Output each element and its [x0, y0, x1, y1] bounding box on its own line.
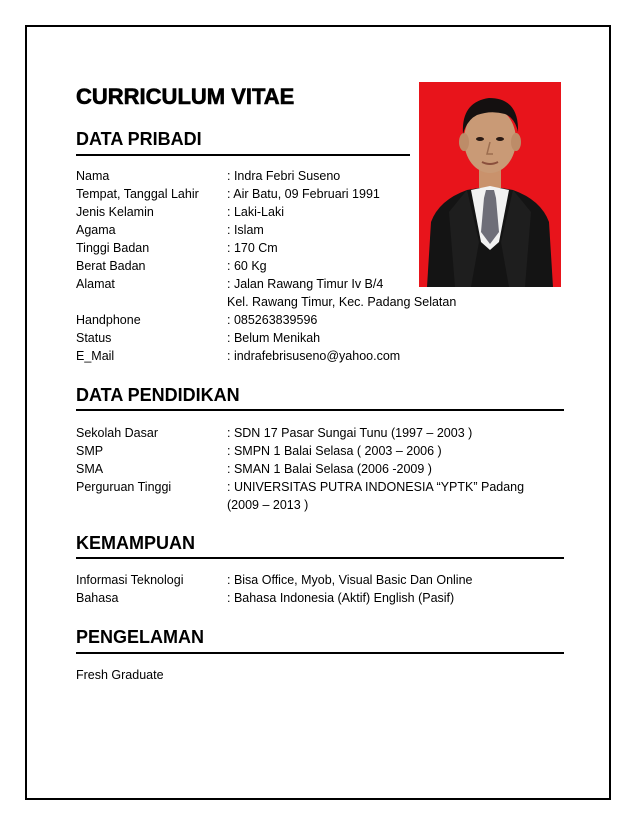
- info-label: Berat Badan: [76, 259, 146, 273]
- info-value: : 085263839596: [227, 313, 318, 327]
- education-label: Perguruan Tinggi: [76, 480, 172, 494]
- info-value: : Belum Menikah: [227, 331, 321, 345]
- info-label: Status: [76, 331, 112, 345]
- section-rule-pengelaman: [76, 652, 564, 654]
- section-heading-data-pendidikan: DATA PENDIDIKAN: [76, 385, 240, 405]
- section-heading-pengelaman: PENGELAMAN: [76, 627, 205, 647]
- info-label: E_Mail: [76, 349, 115, 363]
- info-label: Tinggi Badan: [76, 241, 150, 255]
- info-value: : Jalan Rawang Timur Iv B/4: [227, 277, 384, 291]
- education-label: SMP: [76, 444, 104, 458]
- section-rule-kemampuan: [76, 557, 564, 559]
- section-heading-data-pribadi: DATA PRIBADI: [76, 129, 202, 149]
- info-value: : Indra Febri Suseno: [227, 169, 341, 183]
- info-label: Jenis Kelamin: [76, 205, 154, 219]
- skill-label: Informasi Teknologi: [76, 573, 184, 587]
- info-label: Handphone: [76, 313, 141, 327]
- education-label: SMA: [76, 462, 104, 476]
- section-rule-data-pribadi: [76, 154, 410, 156]
- info-value: : indrafebrisuseno@yahoo.com: [227, 349, 401, 363]
- education-value: (2009 – 2013 ): [227, 498, 309, 512]
- info-value: : Air Batu, 09 Februari 1991: [227, 187, 380, 201]
- experience-text: Fresh Graduate: [76, 668, 164, 682]
- info-value: : Laki-Laki: [227, 205, 284, 219]
- education-label: Sekolah Dasar: [76, 426, 158, 440]
- skill-value: : Bisa Office, Myob, Visual Basic Dan Online: [227, 573, 473, 587]
- skill-value: : Bahasa Indonesia (Aktif) English (Pasif): [227, 591, 455, 605]
- education-value: : UNIVERSITAS PUTRA INDONESIA “YPTK” Padang: [227, 480, 525, 494]
- section-heading-kemampuan: KEMAMPUAN: [76, 533, 195, 553]
- section-rule-data-pendidikan: [76, 409, 564, 411]
- info-value: Kel. Rawang Timur, Kec. Padang Selatan: [227, 295, 457, 309]
- education-value: : SMPN 1 Balai Selasa ( 2003 – 2006 ): [227, 444, 442, 458]
- skill-label: Bahasa: [76, 591, 119, 605]
- info-value: : Islam: [227, 223, 264, 237]
- info-label: Agama: [76, 223, 116, 237]
- info-label: Nama: [76, 169, 110, 183]
- education-value: : SMAN 1 Balai Selasa (2006 -2009 ): [227, 462, 432, 476]
- education-value: : SDN 17 Pasar Sungai Tunu (1997 – 2003 ): [227, 426, 473, 440]
- profile-photo: [419, 82, 561, 287]
- info-label: Alamat: [76, 277, 115, 291]
- info-value: : 60 Kg: [227, 259, 267, 273]
- info-value: : 170 Cm: [227, 241, 278, 255]
- info-label: Tempat, Tanggal Lahir: [76, 187, 199, 201]
- document-title: CURRICULUM VITAE: [76, 84, 295, 109]
